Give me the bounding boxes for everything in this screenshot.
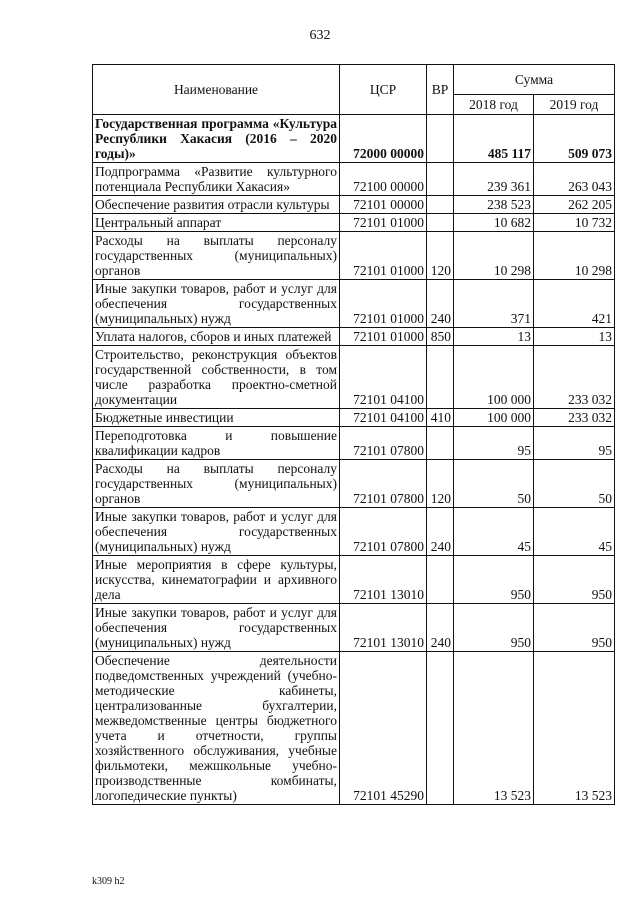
table-row (93, 604, 615, 652)
row-csr-code: 72101 07800 (340, 508, 427, 556)
header-year-2018: 2018 год (454, 95, 534, 115)
row-amount-2019: 263 043 (534, 163, 615, 196)
page-number: 632 (309, 28, 331, 43)
row-amount-2018: 95 (454, 427, 534, 460)
row-vr-code: 410 (427, 409, 454, 427)
header-csr: ЦСР (340, 65, 427, 115)
table-row (93, 427, 615, 460)
table-row (93, 232, 615, 280)
table-row (93, 115, 615, 163)
row-csr-code: 72000 00000 (340, 115, 427, 163)
row-amount-2018: 100 000 (454, 346, 534, 409)
row-name: Обеспечение развития отрасли культуры (93, 196, 340, 214)
row-vr-code: 120 (427, 232, 454, 280)
row-amount-2019: 50 (534, 460, 615, 508)
row-name: Уплата налогов, сборов и иных платежей (93, 328, 340, 346)
row-amount-2019: 233 032 (534, 409, 615, 427)
row-name: Иные закупки товаров, работ и услуг для обеспечения государственных (муниципальных) нужд (93, 280, 340, 328)
table-row (93, 556, 615, 604)
row-name: Иные закупки товаров, работ и услуг для обеспечения государственных (муниципальных) нужд (93, 604, 340, 652)
row-vr-code: 120 (427, 460, 454, 508)
row-vr-code (427, 115, 454, 163)
row-csr-code: 72101 07800 (340, 427, 427, 460)
header-sum: Сумма (454, 65, 615, 95)
row-vr-code (427, 652, 454, 805)
row-vr-code: 240 (427, 280, 454, 328)
row-csr-code: 72101 45290 (340, 652, 427, 805)
row-amount-2018: 950 (454, 556, 534, 604)
row-name: Центральный аппарат (93, 214, 340, 232)
row-csr-code: 72101 13010 (340, 604, 427, 652)
row-csr-code: 72101 01000 (340, 214, 427, 232)
row-amount-2019: 13 (534, 328, 615, 346)
table-row (93, 508, 615, 556)
row-amount-2018: 371 (454, 280, 534, 328)
table-row (93, 652, 615, 805)
row-vr-code: 240 (427, 508, 454, 556)
row-amount-2018: 238 523 (454, 196, 534, 214)
table-row (93, 409, 615, 427)
row-vr-code (427, 556, 454, 604)
header-year-2019: 2019 год (534, 95, 615, 115)
row-amount-2018: 485 117 (454, 115, 534, 163)
row-name: Бюджетные инвестиции (93, 409, 340, 427)
row-name: Обеспечение деятельности подведомственных учреждений (учебно-методические кабинеты, централизованные бухгалтерии, межведомственные центры бюджетного учета и отчетности, группы хозяйственного обслуживания, учебные фильмотеки, межшкольные учебно-производственные комбинаты, логопедические пункты) (93, 652, 340, 805)
row-amount-2019: 950 (534, 556, 615, 604)
table-row (93, 214, 615, 232)
row-amount-2018: 10 298 (454, 232, 534, 280)
table-row (93, 328, 615, 346)
row-name: Иные мероприятия в сфере культуры, искусства, кинематографии и архивного дела (93, 556, 340, 604)
row-vr-code (427, 214, 454, 232)
row-amount-2019: 13 523 (534, 652, 615, 805)
table-row (93, 280, 615, 328)
table-body (93, 115, 615, 805)
row-name: Строительство, реконструкция объектов государственной собственности, в том числе разработка проектно-сметной документации (93, 346, 340, 409)
row-name: Иные закупки товаров, работ и услуг для обеспечения государственных (муниципальных) нужд (93, 508, 340, 556)
row-csr-code: 72101 13010 (340, 556, 427, 604)
table-row (93, 196, 615, 214)
row-amount-2019: 509 073 (534, 115, 615, 163)
row-amount-2019: 95 (534, 427, 615, 460)
row-amount-2018: 13 (454, 328, 534, 346)
row-name: Государственная программа «Культура Республики Хакасия (2016 – 2020 годы)» (93, 115, 340, 163)
row-amount-2019: 10 732 (534, 214, 615, 232)
row-amount-2019: 10 298 (534, 232, 615, 280)
row-csr-code: 72101 04100 (340, 409, 427, 427)
row-amount-2018: 45 (454, 508, 534, 556)
row-vr-code: 240 (427, 604, 454, 652)
row-amount-2019: 233 032 (534, 346, 615, 409)
table-row (93, 163, 615, 196)
row-amount-2019: 45 (534, 508, 615, 556)
row-amount-2018: 50 (454, 460, 534, 508)
row-amount-2018: 10 682 (454, 214, 534, 232)
row-amount-2018: 13 523 (454, 652, 534, 805)
row-name: Расходы на выплаты персоналу государственных (муниципальных) органов (93, 460, 340, 508)
row-vr-code (427, 346, 454, 409)
header-vr: ВР (427, 65, 454, 115)
row-name: Расходы на выплаты персоналу государственных (муниципальных) органов (93, 232, 340, 280)
header-name: Наименование (93, 65, 340, 115)
row-vr-code (427, 427, 454, 460)
row-vr-code (427, 163, 454, 196)
row-amount-2018: 950 (454, 604, 534, 652)
row-vr-code (427, 196, 454, 214)
row-csr-code: 72101 04100 (340, 346, 427, 409)
table-row (93, 346, 615, 409)
row-amount-2019: 262 205 (534, 196, 615, 214)
row-csr-code: 72101 00000 (340, 196, 427, 214)
table-row (93, 460, 615, 508)
row-amount-2018: 100 000 (454, 409, 534, 427)
row-amount-2019: 950 (534, 604, 615, 652)
row-csr-code: 72101 01000 (340, 232, 427, 280)
row-csr-code: 72101 01000 (340, 328, 427, 346)
row-csr-code: 72100 00000 (340, 163, 427, 196)
row-csr-code: 72101 07800 (340, 460, 427, 508)
row-name: Переподготовка и повышение квалификации кадров (93, 427, 340, 460)
footer-code: k309 h2 (92, 876, 125, 887)
row-amount-2019: 421 (534, 280, 615, 328)
row-vr-code: 850 (427, 328, 454, 346)
row-amount-2018: 239 361 (454, 163, 534, 196)
row-csr-code: 72101 01000 (340, 280, 427, 328)
row-name: Подпрограмма «Развитие культурного потенциала Республики Хакасия» (93, 163, 340, 196)
budget-table (92, 64, 615, 805)
